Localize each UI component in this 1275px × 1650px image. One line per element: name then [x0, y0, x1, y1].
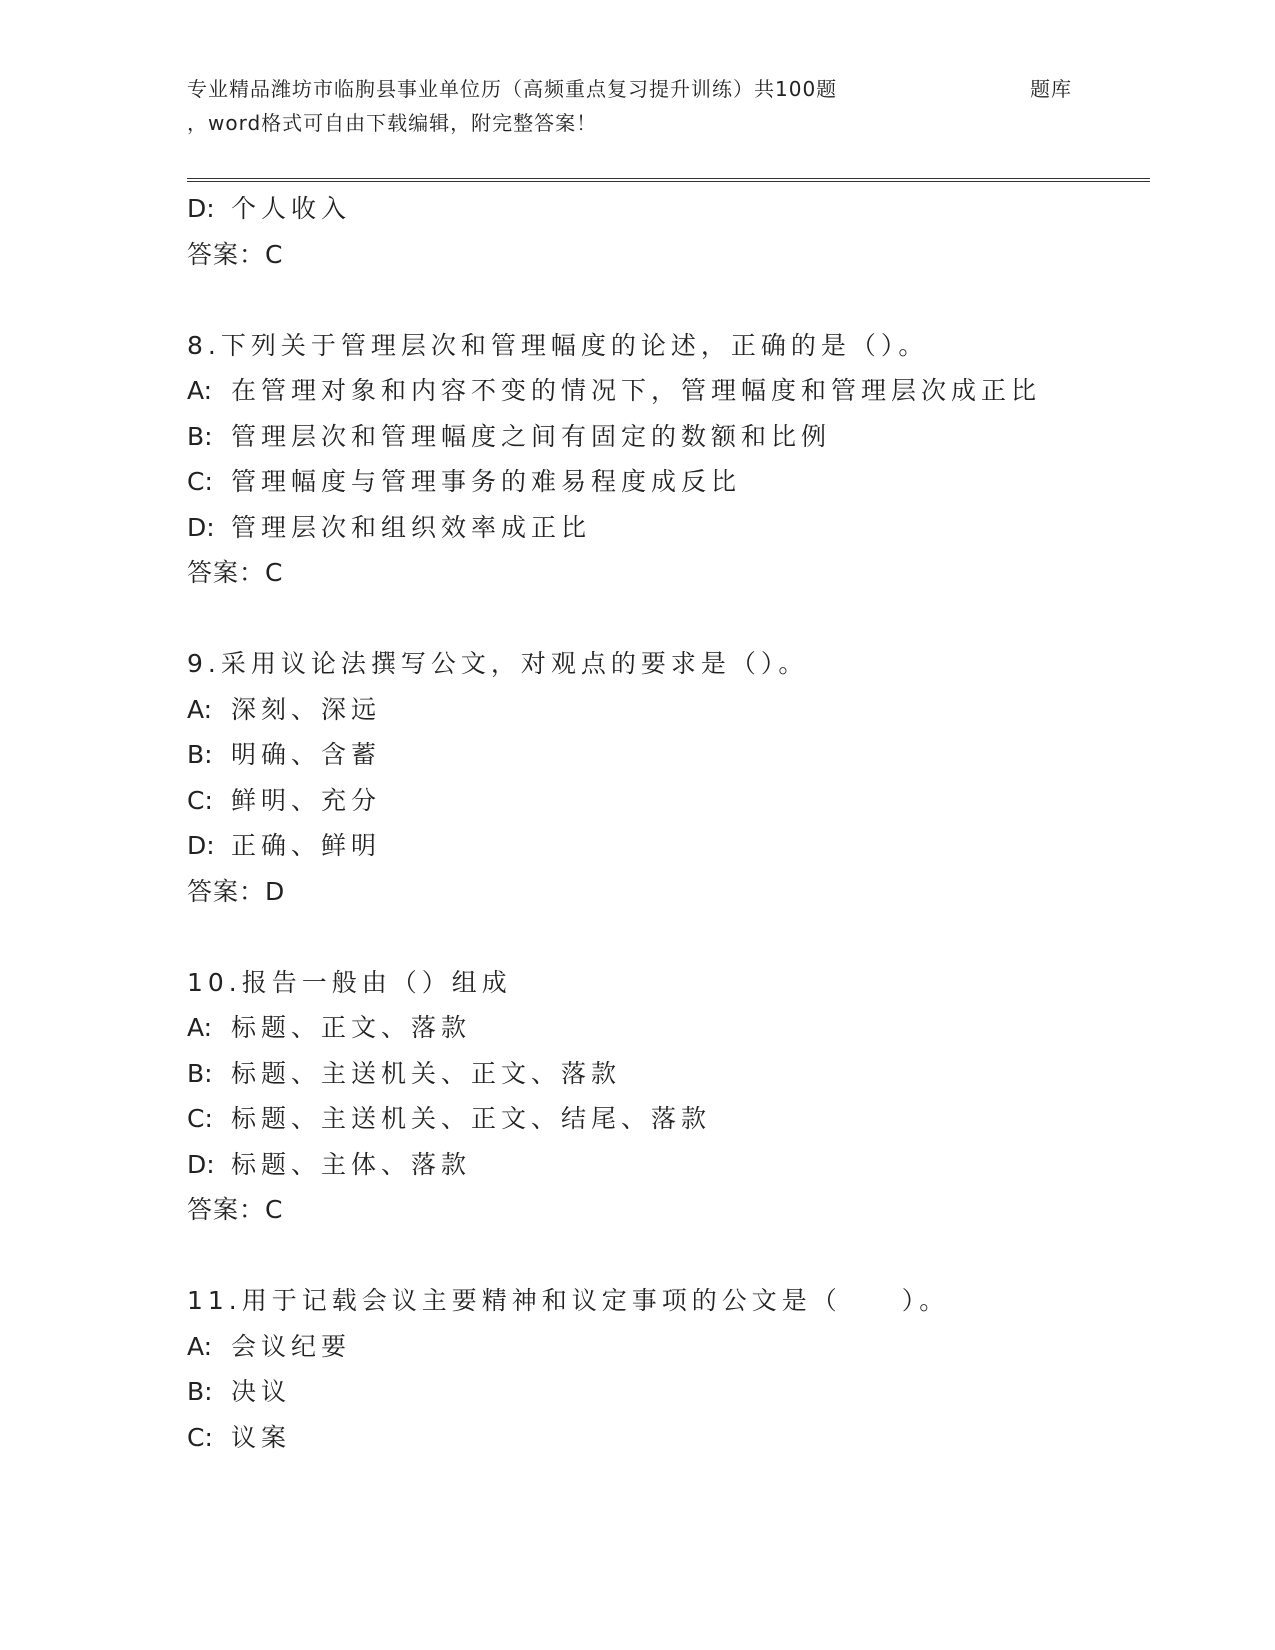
spacer: [187, 1233, 1147, 1279]
option-text: 管理层次和管理幅度之间有固定的数额和比例: [231, 421, 832, 451]
option-letter: A:: [187, 1331, 213, 1361]
option-a: [187, 1324, 1147, 1370]
option-letter: A:: [187, 694, 213, 724]
option-text: 标题、主送机关、正文、结尾、落款: [231, 1104, 712, 1133]
option-b: [187, 414, 1147, 460]
option-b: [187, 1369, 1147, 1415]
option-letter: B:: [187, 740, 213, 769]
option-letter: C:: [187, 467, 213, 496]
option-text: 深刻、深远: [231, 694, 382, 724]
option-text: 管理层次和组织效率成正比: [231, 512, 592, 542]
option-a: [187, 687, 1147, 733]
question-stem: 9.采用议论法撰写公文，对观点的要求是（）。: [187, 649, 809, 678]
option-text: 管理幅度与管理事务的难易程度成反比: [231, 467, 742, 496]
option-b: [187, 1051, 1147, 1097]
option-d: [187, 1142, 1147, 1188]
option-letter: C:: [187, 1104, 213, 1133]
option-a: [187, 1005, 1147, 1051]
option-letter: B:: [187, 421, 213, 451]
option-letter: C:: [187, 1422, 213, 1452]
option-c: [187, 1096, 1147, 1142]
option-d: [187, 505, 1147, 551]
question-list: [187, 186, 1147, 1460]
answer-line: 答案：C: [187, 558, 284, 587]
option-letter: D:: [187, 194, 215, 223]
header-tag: 题库: [1030, 77, 1072, 101]
option-letter: D:: [187, 831, 215, 860]
option-letter: B:: [187, 1377, 213, 1406]
option-text: 会议纪要: [231, 1331, 352, 1361]
option-c: [187, 778, 1147, 824]
option-letter: A:: [187, 376, 213, 405]
option-letter: A:: [187, 1013, 213, 1042]
question-stem: 8.下列关于管理层次和管理幅度的论述，正确的是（）。: [187, 330, 929, 360]
answer-line: 答案：C: [187, 239, 284, 269]
option-text: 议案: [231, 1422, 292, 1452]
spacer: [187, 596, 1147, 642]
option-letter: D:: [187, 512, 215, 542]
header-title-line-2: ，word格式可自由下载编辑，附完整答案！: [187, 111, 598, 135]
option-c: [187, 459, 1147, 505]
option-d: [187, 823, 1147, 869]
option-text: 在管理对象和内容不变的情况下，管理幅度和管理层次成正比: [231, 376, 1042, 405]
option-text: 标题、主体、落款: [231, 1149, 472, 1179]
option-c: [187, 1415, 1147, 1461]
spacer: [187, 914, 1147, 960]
answer-line: 答案：C: [187, 1195, 284, 1224]
spacer: [187, 277, 1147, 323]
option-letter: C:: [187, 785, 213, 815]
option-text: 标题、主送机关、正文、落款: [231, 1058, 622, 1088]
option-text: 鲜明、充分: [231, 785, 382, 815]
option-letter: D:: [187, 1149, 215, 1179]
question-stem: 10.报告一般由（）组成: [187, 967, 512, 997]
option-b: [187, 732, 1147, 778]
option-letter: B:: [187, 1058, 213, 1088]
document-title: 专业精品潍坊市临朐县事业单位历（高频重点复习提升训练）共100题: [187, 77, 838, 101]
option-text: 个人收入: [231, 194, 352, 223]
header-title-line-1: [187, 72, 1147, 106]
option-text: 标题、正文、落款: [231, 1013, 472, 1042]
header-divider: [187, 178, 1150, 182]
option-text: 决议: [231, 1377, 292, 1406]
answer-line: 答案：D: [187, 876, 286, 906]
page-header: [187, 72, 1147, 142]
option-a: [187, 368, 1147, 414]
option-d: [187, 186, 1147, 232]
option-text: 明确、含蓄: [231, 740, 382, 769]
option-text: 正确、鲜明: [231, 831, 382, 860]
question-stem: 11.用于记载会议主要精神和议定事项的公文是（ ）。: [187, 1286, 950, 1315]
